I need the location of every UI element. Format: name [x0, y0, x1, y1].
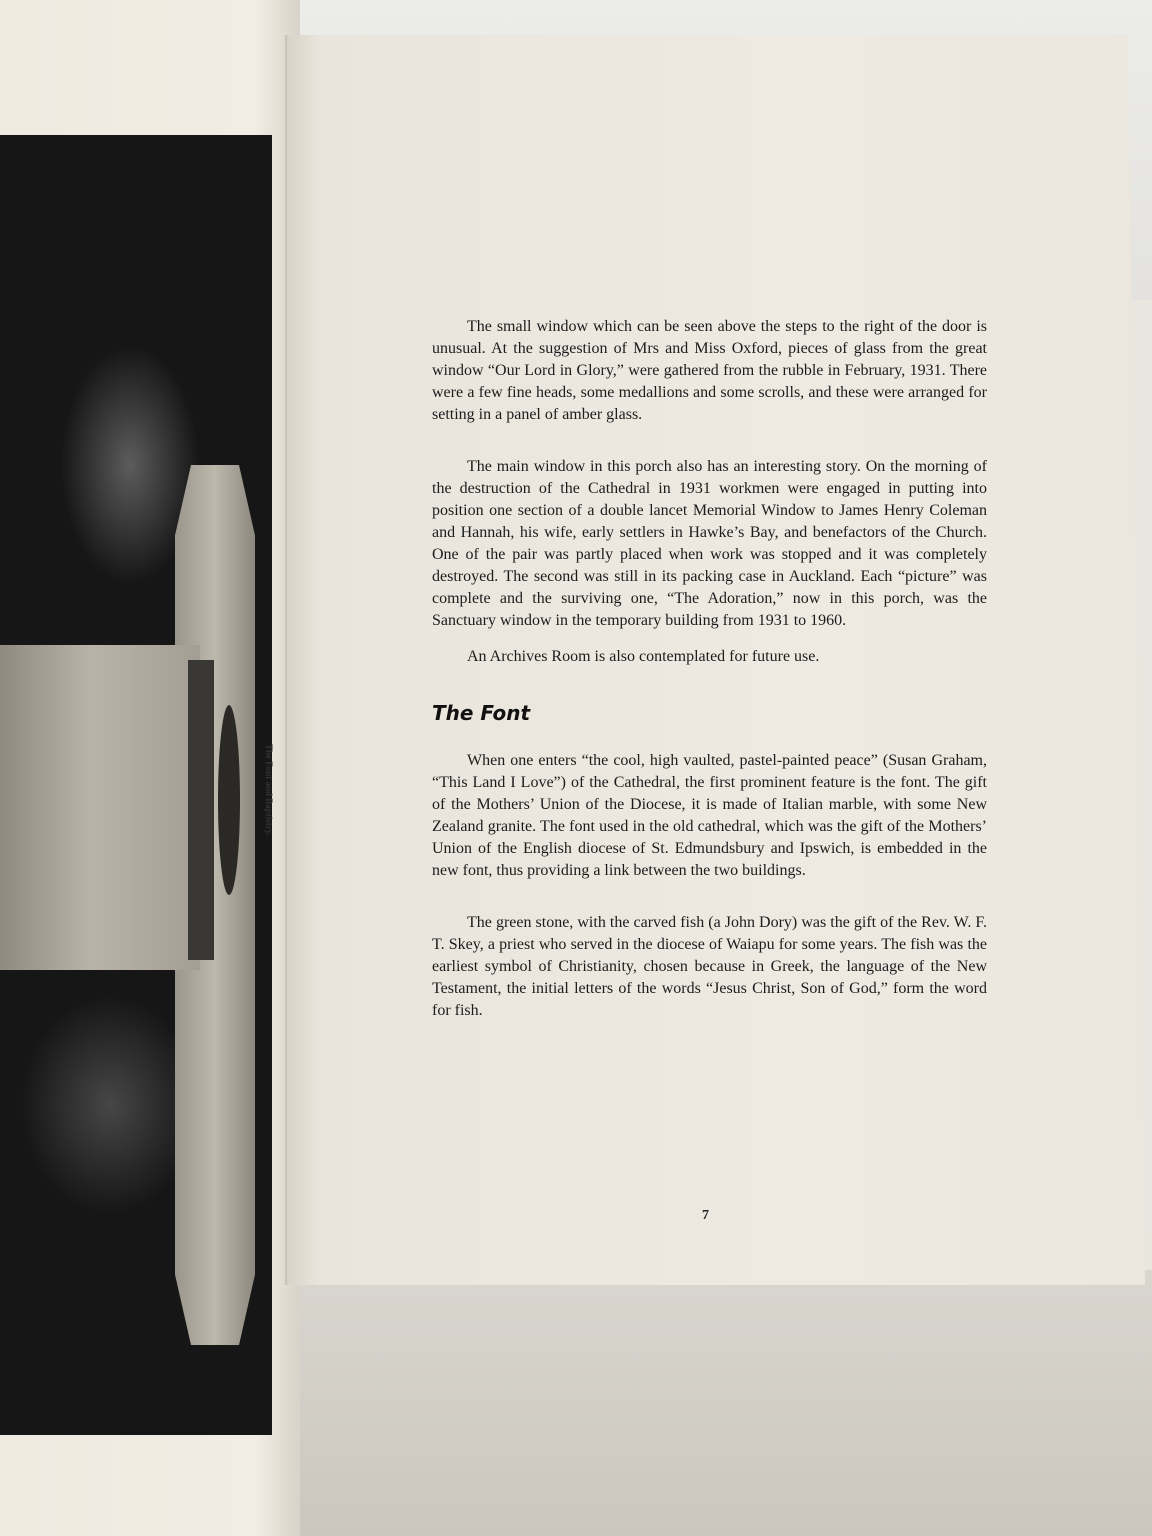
- page-text: [432, 316, 987, 1022]
- photo-caption: The Font and Baptistry.: [264, 743, 274, 837]
- left-page: [0, 0, 300, 1536]
- paragraph-small-window: The small window which can be seen above the steps to the right of the door is unusual. At the suggestion of Mrs and Miss Oxford, pieces of glass from the great window “Our Lord in Glory,” were gathered from the rubble in February, 1931. There were a few fine heads, some medallions and some scrolls, and these were arranged for setting in a panel of amber glass.: [432, 318, 987, 423]
- paragraph-green-stone: The green stone, with the carved fish (a John Dory) was the gift of the Rev. W. F. T. Skey, a priest who served in the diocese of Waiapu for some years. The fish was the earliest symbol of Christianity, chosen because in Greek, the language of the New Testament, the initial letters of the words “Jesus Christ, Son of God,” form the word for fish.: [432, 914, 987, 1019]
- section-heading: The Font: [432, 701, 531, 725]
- font-photograph: [0, 135, 272, 1435]
- page-number: 7: [702, 1208, 709, 1223]
- paragraph-main-window: The main window in this porch also has an interesting story. On the morning of the destruction of the Cathedral in 1931 workmen were engaged in putting into position one section of a double lancet Memorial Window to James Henry Coleman and Hannah, his wife, early settlers in Hawke’s Bay, and benefactors of the Church. One of the pair was partly placed when work was stopped and it was completely destroyed. The second was still in its packing case in Auckland. Each “picture” was complete and the surviving one, “The Adoration,” now in this porch, was the Sanctuary window in the temporary building from 1931 to 1960.: [432, 458, 987, 629]
- paragraph-archives: An Archives Room is also contemplated for future use.: [467, 648, 820, 665]
- green-stone: [218, 705, 240, 895]
- paragraph-font: When one enters “the cool, high vaulted, pastel-painted peace” (Susan Graham, “This Land I Love”) of the Cathedral, the first prominent feature is the font. The gift of the Mothers’ Union of the Diocese, it is made of Italian marble, with some New Zealand granite. The font used in the old cathedral, which was the gift of the Mothers’ Union of the English diocese of St. Edmundsbury and Ipswich, is embedded in the new font, thus providing a link between the two buildings.: [432, 752, 987, 879]
- font-bowl: [0, 645, 200, 970]
